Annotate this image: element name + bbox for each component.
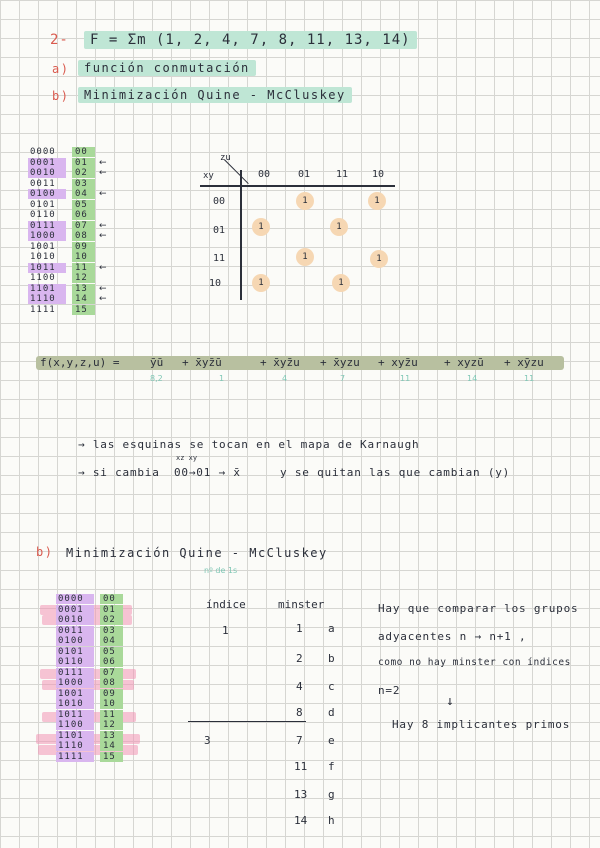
- truth-table-row: [56, 689, 123, 700]
- decimal-value: 06: [72, 210, 95, 220]
- truth-table-row: [56, 647, 123, 658]
- binary-value: 0110: [30, 210, 56, 221]
- decimal-value: 01: [72, 158, 95, 168]
- kmap-row-11: 11: [213, 253, 226, 264]
- binary-value: 1010: [56, 699, 94, 709]
- truth-table-row: [28, 284, 107, 295]
- binary-value: 0101: [30, 199, 56, 210]
- decimal-value: 05: [100, 647, 123, 657]
- binary-value: 1000: [28, 231, 66, 241]
- arrow-left-icon: ←: [99, 220, 107, 231]
- decimal-value: 09: [72, 242, 95, 252]
- truth-table-2: [56, 594, 123, 762]
- decimal-value: 11: [100, 710, 123, 720]
- truth-table-row: [28, 305, 107, 316]
- arrow-left-icon: ←: [99, 231, 107, 242]
- part-b-title: Minimización Quine - McCluskey: [78, 87, 352, 103]
- kmap-cell: 1: [258, 222, 264, 232]
- qm-minterm: 7: [296, 734, 303, 747]
- term-index: 11: [400, 374, 411, 383]
- kmap-cell: 1: [338, 278, 344, 288]
- truth-table-row: [56, 710, 123, 721]
- qm-letter: f: [328, 760, 335, 773]
- decimal-value: 12: [100, 720, 123, 730]
- truth-table-row: [56, 626, 123, 637]
- decimal-value: 05: [72, 200, 95, 210]
- binary-value: 0001: [56, 605, 94, 615]
- binary-value: 0111: [56, 668, 94, 678]
- decimal-value: 02: [72, 168, 95, 178]
- kmap-row-00: 00: [213, 196, 226, 207]
- side-note-line-1: Hay que comparar los grupos: [378, 602, 579, 615]
- arrow-left-icon: ←: [99, 283, 107, 294]
- binary-value: 0011: [30, 178, 56, 189]
- kmap-cell: 1: [336, 222, 342, 232]
- arrow-left-icon: ←: [99, 262, 107, 273]
- qm-group-3-index: 3: [204, 734, 211, 747]
- qm-header-index: índice: [206, 598, 246, 611]
- qm-minterm: 13: [294, 788, 308, 801]
- decimal-value: 08: [100, 678, 123, 688]
- kmap-cell: 1: [376, 254, 382, 264]
- expression-term: + xyz̄u: [378, 356, 418, 369]
- truth-table-row: [56, 615, 123, 626]
- qm-minterm: 14: [294, 814, 308, 827]
- kmap-cell: 1: [374, 196, 380, 206]
- note-change-suffix: y se quitan las que cambian (y): [280, 466, 511, 479]
- term-index: 4: [282, 374, 288, 383]
- decimal-value: 13: [72, 284, 95, 294]
- qm-letter: e: [328, 734, 335, 747]
- truth-table-row: [56, 668, 123, 679]
- side-note-line-4: n=2: [378, 684, 401, 697]
- problem-number: 2-: [50, 32, 69, 48]
- term-index: 14: [467, 374, 478, 383]
- decimal-value: 03: [100, 626, 123, 636]
- kmap-corner-top: zu: [220, 153, 231, 163]
- qm-letter: b: [328, 652, 335, 665]
- term-index: 11: [524, 374, 535, 383]
- binary-value: 0010: [28, 168, 66, 178]
- arrow-left-icon: ←: [99, 189, 107, 200]
- truth-table-row: [56, 657, 123, 668]
- qm-group-1-index: 1: [222, 624, 229, 637]
- truth-table-row: [56, 731, 123, 742]
- truth-table-row: [56, 699, 123, 710]
- term-index: 7: [340, 374, 346, 383]
- decimal-value: 00: [100, 594, 123, 604]
- kmap-col-11: 11: [336, 169, 349, 180]
- binary-value: 0000: [56, 594, 94, 604]
- binary-value: 1100: [56, 720, 94, 730]
- qm-minterm: 1: [296, 622, 303, 635]
- expression-lhs: f(x,y,z,u) =: [40, 356, 120, 369]
- binary-value: 0001: [28, 158, 66, 168]
- truth-table-row: [56, 605, 123, 616]
- decimal-value: 14: [72, 294, 95, 304]
- qm-letter: d: [328, 706, 335, 719]
- truth-table-row: [28, 189, 107, 200]
- binary-value: 1111: [30, 304, 56, 315]
- kmap-row-10: 10: [209, 278, 222, 289]
- decimal-value: 11: [72, 263, 95, 273]
- decimal-value: 03: [72, 179, 95, 189]
- qm-group-separator: [188, 721, 306, 722]
- expression-term: + xyzū: [444, 356, 484, 369]
- part-a-title: función conmutación: [78, 60, 256, 76]
- kmap-col-00: 00: [258, 169, 271, 180]
- truth-table-row: [28, 252, 107, 263]
- qm-letter: h: [328, 814, 335, 827]
- binary-value: 1111: [56, 752, 94, 762]
- binary-value: 0010: [56, 615, 94, 625]
- qm-minterm: 11: [294, 760, 308, 773]
- truth-table-row: [28, 147, 107, 158]
- expression-term: ȳū: [150, 356, 164, 369]
- binary-value: 0011: [56, 626, 94, 636]
- expression-term: + x̄yz̄u: [260, 356, 300, 369]
- kmap-corner-left: xy: [203, 171, 214, 181]
- binary-value: 1110: [56, 741, 94, 751]
- function-definition: F = Σm (1, 2, 4, 7, 8, 11, 13, 14): [84, 31, 417, 49]
- truth-table-row: [28, 294, 107, 305]
- binary-value: 1011: [56, 710, 94, 720]
- truth-table-1: [28, 147, 107, 315]
- kmap-col-10: 10: [372, 169, 385, 180]
- term-index: 8,2: [150, 374, 163, 383]
- decimal-value: 08: [72, 231, 95, 241]
- truth-table-row: [28, 221, 107, 232]
- decimal-value: 07: [100, 668, 123, 678]
- section-b-label: b): [36, 545, 54, 559]
- down-arrow-icon: ↓: [446, 694, 454, 709]
- binary-value: 1001: [56, 689, 94, 699]
- truth-table-row: [56, 678, 123, 689]
- truth-table-row: [28, 210, 107, 221]
- truth-table-row: [28, 242, 107, 253]
- truth-table-row: [56, 741, 123, 752]
- qm-minterm: 8: [296, 706, 303, 719]
- truth-table-row: [28, 200, 107, 211]
- qm-letter: c: [328, 680, 335, 693]
- decimal-value: 01: [100, 605, 123, 615]
- expression-term: + x̄yzu: [320, 356, 360, 369]
- binary-value: 1110: [28, 294, 66, 304]
- decimal-value: 10: [100, 699, 123, 709]
- decimal-value: 14: [100, 741, 123, 751]
- decimal-value: 04: [72, 189, 95, 199]
- side-note-line-5: Hay 8 implicantes primos: [392, 718, 571, 731]
- qm-letter: g: [328, 788, 335, 801]
- term-index: 1: [219, 374, 225, 383]
- decimal-value: 15: [72, 305, 95, 315]
- binary-value: 1001: [30, 241, 56, 252]
- decimal-value: 09: [100, 689, 123, 699]
- expression-term: + xȳzu: [504, 356, 544, 369]
- section-b-title: Minimización Quine - McCluskey: [66, 546, 328, 560]
- truth-table-row: [28, 179, 107, 190]
- binary-value: 1010: [30, 252, 56, 263]
- kmap-row-01: 01: [213, 225, 226, 236]
- arrow-left-icon: ←: [99, 157, 107, 168]
- truth-table-row: [28, 263, 107, 274]
- kmap-cell: 1: [258, 278, 264, 288]
- side-note-line-3: como no hay minster con índices: [378, 657, 571, 668]
- decimal-value: 04: [100, 636, 123, 646]
- binary-value: 1011: [28, 263, 66, 273]
- binary-value: 1101: [28, 284, 66, 294]
- note-change-prefix: → si cambia: [78, 466, 160, 479]
- binary-value: 1100: [30, 273, 56, 284]
- decimal-value: 13: [100, 731, 123, 741]
- binary-value: 1000: [56, 678, 94, 688]
- note-corners: → las esquinas se tocan en el mapa de Karnaugh: [78, 438, 420, 451]
- qm-letter: a: [328, 622, 335, 635]
- qm-header-minterm: minster: [278, 598, 325, 611]
- note-change-mid: 00→01 → x̄: [174, 466, 241, 479]
- binary-value: 0101: [56, 647, 94, 657]
- qm-minterm: 4: [296, 680, 303, 693]
- truth-table-row: [56, 594, 123, 605]
- decimal-value: 10: [72, 252, 95, 262]
- arrow-left-icon: ←: [99, 294, 107, 305]
- decimal-value: 00: [72, 147, 95, 157]
- kmap-cell: 1: [302, 252, 308, 262]
- decimal-value: 02: [100, 615, 123, 625]
- binary-value: 0100: [56, 636, 94, 646]
- truth-table-row: [56, 752, 123, 763]
- truth-table-row: [56, 636, 123, 647]
- truth-table-row: [28, 231, 107, 242]
- qm-minterm: 2: [296, 652, 303, 665]
- part-a-label: a): [52, 62, 70, 76]
- truth-table-row: [28, 168, 107, 179]
- truth-table-row: [56, 720, 123, 731]
- kmap-col-01: 01: [298, 169, 311, 180]
- arrow-left-icon: ←: [99, 168, 107, 179]
- decimal-value: 15: [100, 752, 123, 762]
- decimal-value: 12: [72, 273, 95, 283]
- side-note-line-2: adyacentes n → n+1 ,: [378, 630, 527, 643]
- decimal-value: 07: [72, 221, 95, 231]
- expression-term: + x̄yz̄ū: [182, 356, 222, 369]
- binary-value: 0111: [28, 221, 66, 231]
- truth-table-row: [28, 158, 107, 169]
- binary-value: 0110: [56, 657, 94, 667]
- part-b-label: b): [52, 89, 70, 103]
- note-change-superscript: xz xy: [176, 454, 198, 462]
- truth-table-row: [28, 273, 107, 284]
- ones-count-annotation: nº de 1s: [204, 566, 238, 575]
- binary-value: 1101: [56, 731, 94, 741]
- binary-value: 0100: [28, 189, 66, 199]
- binary-value: 0000: [30, 147, 56, 158]
- decimal-value: 06: [100, 657, 123, 667]
- kmap-cell: 1: [302, 196, 308, 206]
